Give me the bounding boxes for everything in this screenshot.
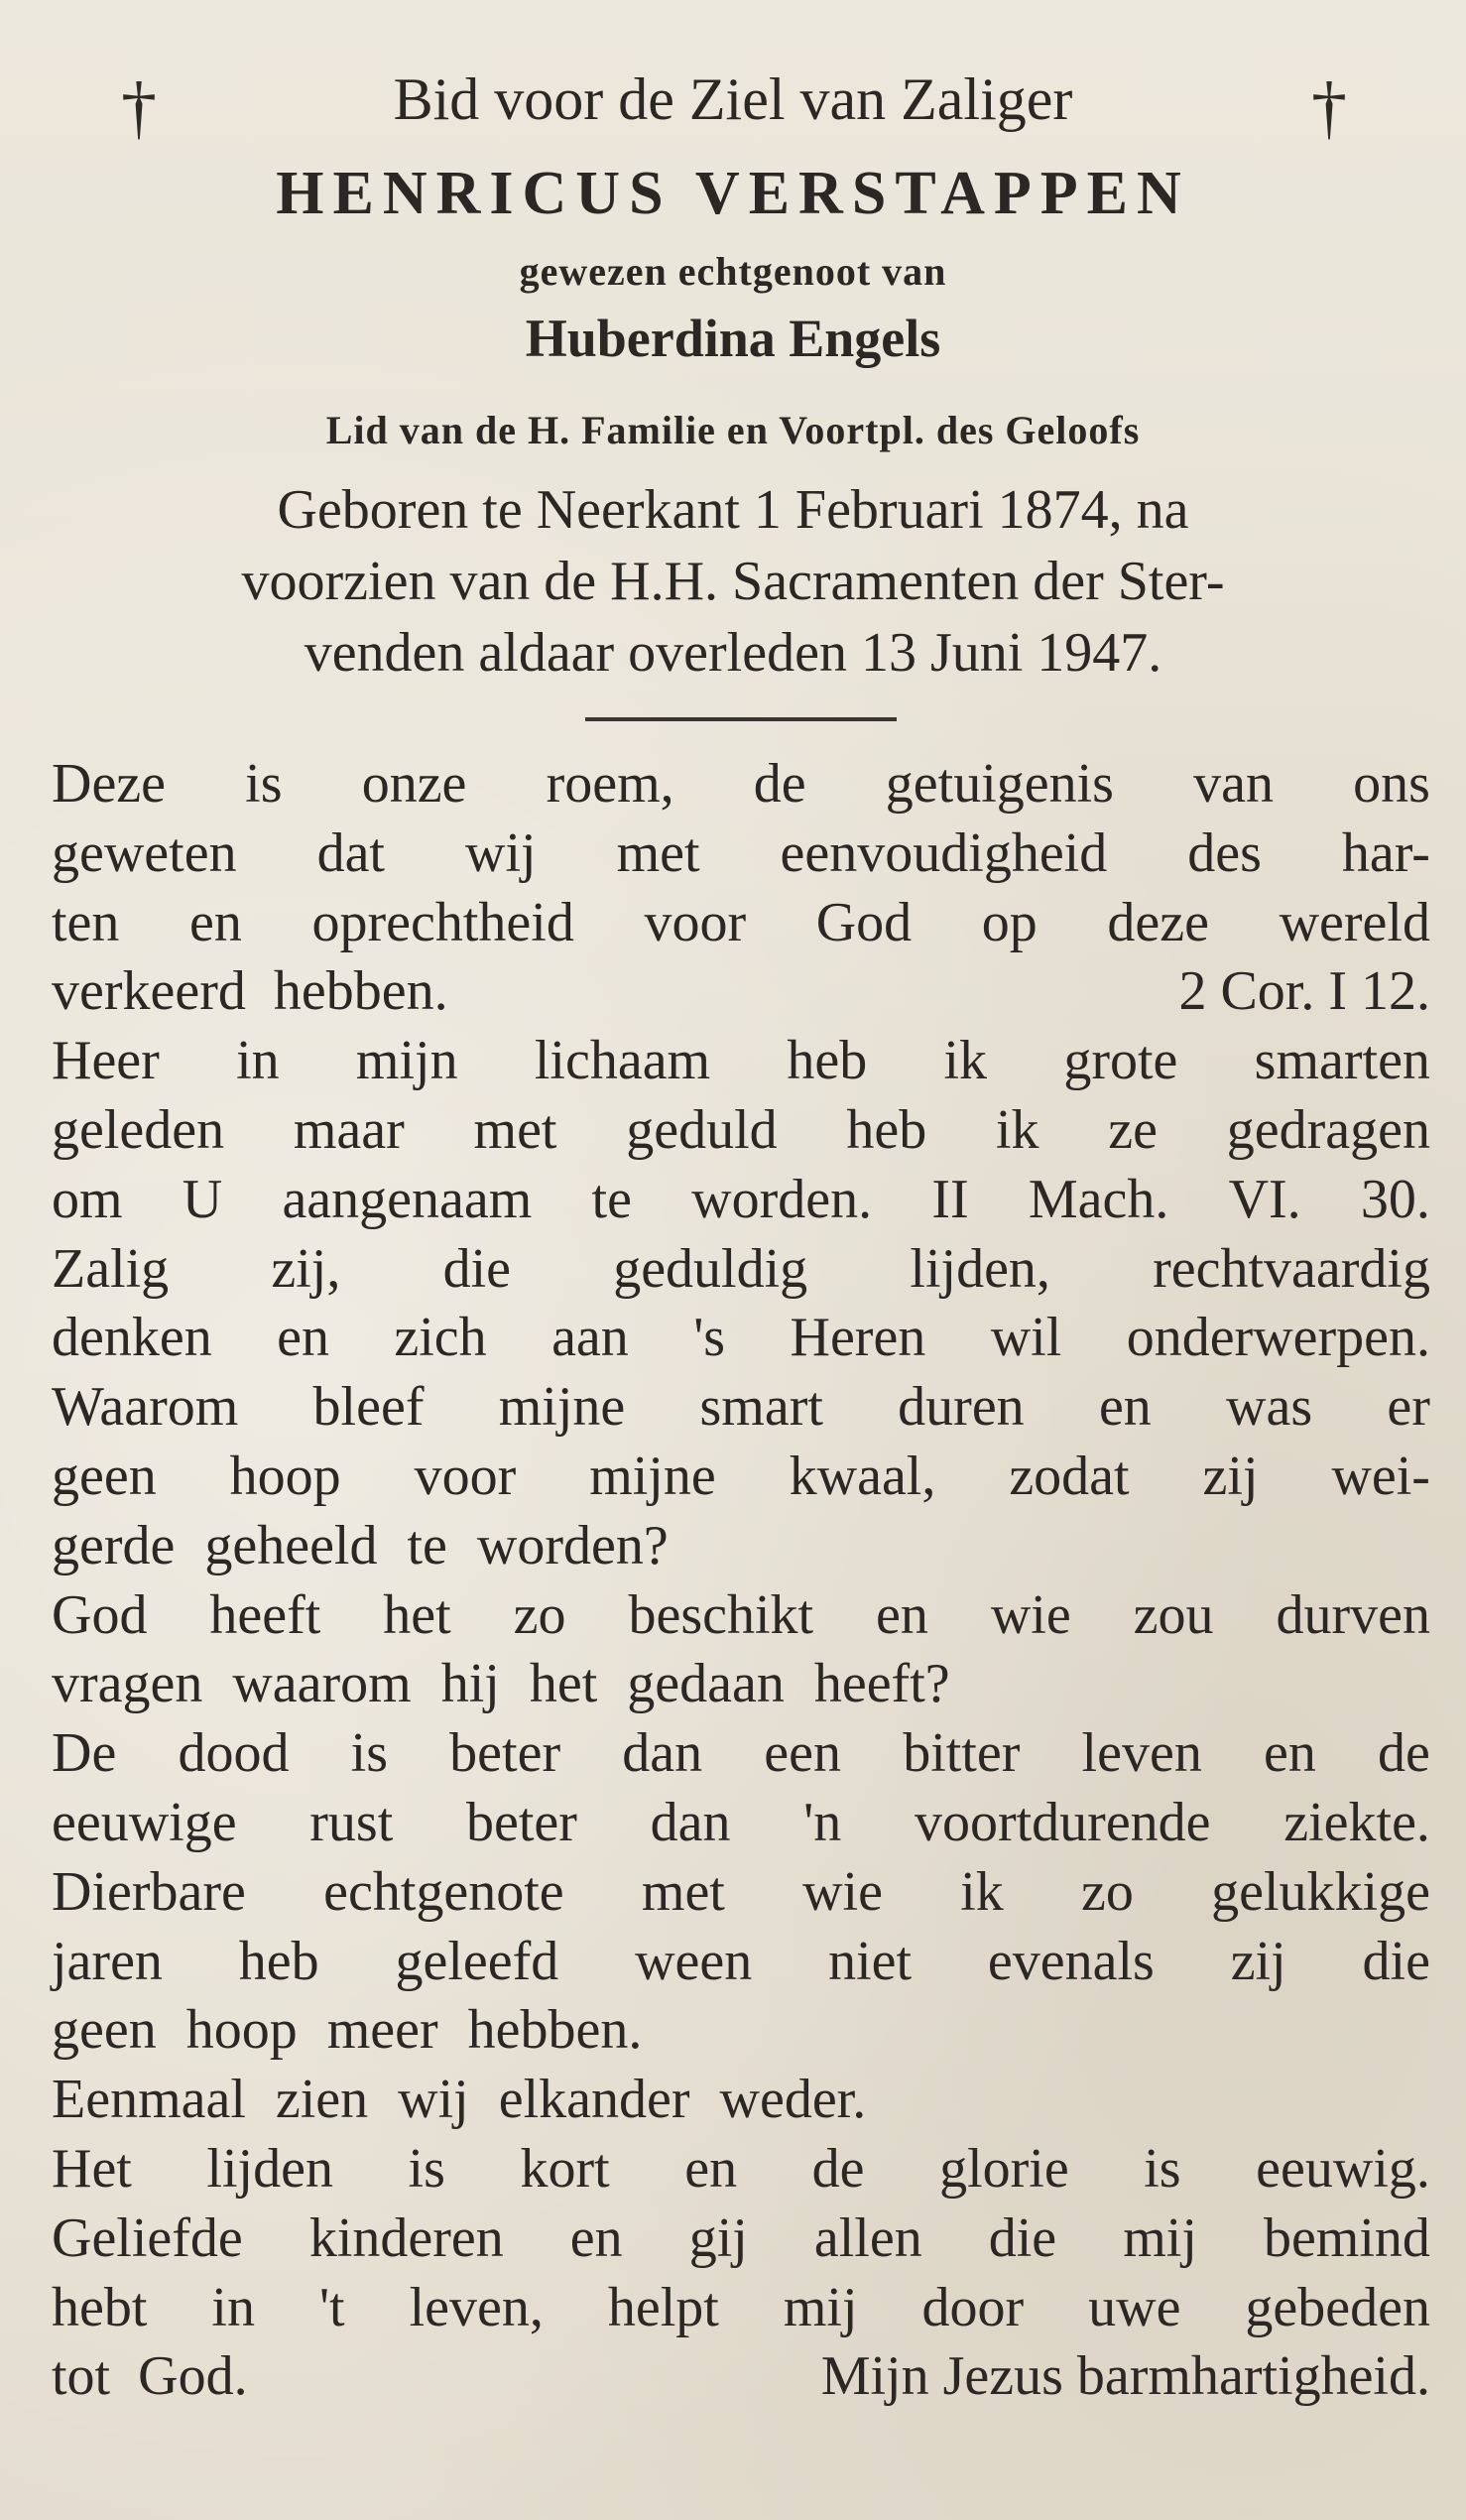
- text-line: [52, 1581, 1430, 1651]
- word: van: [1193, 753, 1274, 815]
- word: evenals: [987, 1930, 1155, 1992]
- word: Mach.: [1028, 1168, 1169, 1230]
- word: ons: [1353, 753, 1430, 815]
- word: Heren: [790, 1307, 926, 1369]
- word: en: [277, 1307, 329, 1369]
- text-line: [52, 1719, 1430, 1789]
- word: en: [189, 891, 242, 953]
- prayer-heading: Bid voor de Ziel van Zaliger: [393, 66, 1073, 132]
- word: wei-: [1331, 1445, 1430, 1507]
- word: Heer: [52, 1030, 160, 1092]
- word: dan: [622, 1722, 703, 1785]
- word: ik: [943, 1030, 988, 1092]
- word: is: [408, 2137, 445, 2200]
- word: geheeld: [204, 1514, 378, 1576]
- word: God.: [138, 2345, 248, 2408]
- word: worden.: [691, 1168, 873, 1230]
- word: leven: [1081, 1722, 1202, 1785]
- word: beschikt: [628, 1583, 814, 1646]
- word: was: [1226, 1376, 1313, 1439]
- word: voor: [644, 891, 747, 953]
- word: zij: [1202, 1445, 1259, 1507]
- spouse-name: Huberdina Engels: [525, 309, 941, 368]
- word: niet: [828, 1930, 913, 1992]
- text-line: [52, 889, 1430, 958]
- word: te: [591, 1168, 632, 1230]
- word: geen: [52, 1999, 157, 2062]
- word: wij: [398, 2069, 469, 2131]
- word: U: [182, 1168, 223, 1230]
- word: Eenmaal: [52, 2069, 246, 2131]
- word: wil: [990, 1307, 1062, 1369]
- word: wij: [465, 821, 537, 884]
- relation-text: gewezen echtgenoot van: [519, 249, 947, 294]
- word: heb: [787, 1030, 868, 1092]
- word: met: [473, 1098, 557, 1161]
- text-line: [52, 1096, 1430, 1166]
- deceased-name: HENRICUS VERSTAPPEN: [276, 160, 1190, 227]
- word: heeft?: [813, 1653, 950, 1715]
- word: hebt: [52, 2276, 148, 2338]
- word: tot: [52, 2345, 111, 2408]
- text-line: [52, 1512, 1430, 1581]
- word: weder.: [719, 2069, 867, 2131]
- word: zo: [1081, 1860, 1134, 1923]
- word: aan: [551, 1307, 629, 1369]
- word: het: [529, 1653, 598, 1715]
- word: zij: [1230, 1930, 1286, 1992]
- word: echtgenote: [323, 1860, 564, 1923]
- word: denken: [52, 1307, 212, 1369]
- word: deze: [1107, 891, 1209, 953]
- divider-line: [585, 717, 897, 721]
- word: ziekte.: [1283, 1791, 1430, 1853]
- text-line: [52, 1027, 1430, 1096]
- word: hebben.: [273, 960, 448, 1023]
- word: en: [876, 1583, 928, 1646]
- text-line: [52, 1650, 1430, 1719]
- word: die: [442, 1237, 511, 1300]
- word: hebben.: [467, 1999, 643, 2062]
- word: gedragen: [1226, 1098, 1430, 1161]
- word: bemind: [1263, 2206, 1430, 2269]
- word: 's: [693, 1307, 726, 1369]
- word: zodat: [1009, 1445, 1130, 1507]
- word: oprechtheid: [311, 891, 574, 953]
- word: de: [753, 753, 806, 815]
- word: gij: [688, 2206, 748, 2269]
- text-line: [52, 2205, 1430, 2274]
- word: heb: [238, 1930, 319, 1992]
- word: wereld: [1279, 891, 1430, 953]
- word: geduld: [626, 1098, 778, 1161]
- word: is: [350, 1722, 388, 1785]
- word: de: [811, 2137, 865, 2200]
- text-line: [52, 1443, 1430, 1512]
- text-line: [52, 2342, 1430, 2412]
- word: en: [1264, 1722, 1316, 1785]
- word: eeuwige: [52, 1791, 237, 1853]
- word: op: [981, 891, 1038, 953]
- word: helpt: [607, 2276, 719, 2338]
- word: in: [236, 1030, 280, 1092]
- word: II: [931, 1168, 969, 1230]
- word: hoop: [229, 1445, 341, 1507]
- text-line: [52, 1166, 1430, 1235]
- text-line: [52, 750, 1430, 819]
- word: aangenaam: [282, 1168, 533, 1230]
- word: maar: [293, 1098, 405, 1161]
- word: dat: [316, 821, 385, 884]
- word: Geliefde: [52, 2206, 243, 2269]
- word: Zalig: [52, 1237, 170, 1300]
- cross-left-icon: †: [121, 67, 157, 147]
- word: uwe: [1088, 2276, 1181, 2338]
- word: lijden: [206, 2137, 333, 2200]
- word: God: [815, 891, 913, 953]
- word: jaren: [52, 1930, 163, 1992]
- word: Deze: [52, 753, 167, 815]
- text-line: [52, 1858, 1430, 1928]
- word: mijne: [498, 1376, 626, 1439]
- word: die: [1362, 1930, 1430, 1992]
- word: die: [988, 2206, 1057, 2269]
- word: De: [52, 1722, 117, 1785]
- word: gebeden: [1245, 2276, 1430, 2338]
- word: mijn: [355, 1030, 458, 1092]
- word: onderwerpen.: [1126, 1307, 1430, 1369]
- word: rust: [309, 1791, 394, 1853]
- word: ween: [635, 1930, 753, 1992]
- word: roem,: [546, 753, 674, 815]
- word: in: [211, 2276, 255, 2338]
- word: voortdurende: [914, 1791, 1211, 1853]
- word: beter: [465, 1791, 577, 1853]
- word: en: [1098, 1376, 1152, 1439]
- word: mijne: [589, 1445, 716, 1507]
- word: zou: [1133, 1583, 1214, 1646]
- word: geduldig: [613, 1237, 808, 1300]
- word: mij: [783, 2276, 858, 2338]
- word: durven: [1276, 1583, 1430, 1646]
- text-line: [52, 1996, 1430, 2066]
- text-line: [52, 957, 1430, 1027]
- word: 30.: [1360, 1168, 1430, 1230]
- word: door: [921, 2276, 1025, 2338]
- word: dood: [178, 1722, 290, 1785]
- word: voor: [414, 1445, 517, 1507]
- word: vragen: [52, 1653, 203, 1715]
- word: allen: [813, 2206, 922, 2269]
- word: te: [407, 1514, 447, 1576]
- word: mij: [1123, 2206, 1197, 2269]
- text-line: [52, 1373, 1430, 1443]
- word: bleef: [312, 1376, 425, 1439]
- word: zich: [394, 1307, 487, 1369]
- word: zien: [275, 2069, 369, 2131]
- word: VI.: [1228, 1168, 1301, 1230]
- word: kwaal,: [789, 1445, 936, 1507]
- word: Het: [52, 2137, 132, 2200]
- birth-line: voorzien van de H.H. Sacramenten der Ster-: [241, 551, 1225, 612]
- word: kinderen: [308, 2206, 504, 2269]
- word: is: [245, 753, 283, 815]
- word: een: [764, 1722, 842, 1785]
- word: meer: [326, 1999, 438, 2062]
- word: getuigenis: [885, 753, 1114, 815]
- word: smart: [699, 1376, 823, 1439]
- word: er: [1387, 1376, 1430, 1439]
- word: is: [1144, 2137, 1181, 2200]
- text-line: [52, 819, 1430, 889]
- word: verkeerd: [52, 960, 246, 1023]
- word: rechtvaardig: [1153, 1237, 1430, 1300]
- word: 'n: [803, 1791, 842, 1853]
- word: duren: [898, 1376, 1025, 1439]
- word: zij,: [271, 1237, 341, 1300]
- word: met: [641, 1860, 725, 1923]
- text-line: [52, 1928, 1430, 1997]
- word: geen: [52, 1445, 157, 1507]
- word: met: [616, 821, 700, 884]
- word: hij: [440, 1653, 500, 1715]
- text-line: [52, 2274, 1430, 2343]
- word: des: [1187, 821, 1262, 884]
- word: geleefd: [395, 1930, 559, 1992]
- word: Waarom: [52, 1376, 239, 1439]
- word: eenvoudigheid: [780, 821, 1108, 884]
- word: beter: [449, 1722, 561, 1785]
- text-line: [52, 2135, 1430, 2205]
- word: geleden: [52, 1098, 225, 1161]
- text-line: [52, 1235, 1430, 1305]
- word: geweten: [52, 821, 237, 884]
- word: gerde: [52, 1514, 176, 1576]
- word: en: [569, 2206, 623, 2269]
- word: har-: [1341, 821, 1430, 884]
- word: het: [383, 1583, 451, 1646]
- word: heb: [846, 1098, 927, 1161]
- membership-text: Lid van de H. Familie en Voortpl. des Geloofs: [325, 408, 1141, 452]
- word: gelukkige: [1211, 1860, 1430, 1923]
- birth-line: Geboren te Neerkant 1 Februari 1874, na: [277, 479, 1189, 541]
- memorial-text: [52, 750, 1430, 2412]
- word: ik: [960, 1860, 1004, 1923]
- reference-text: 2 Cor. I 12.: [1178, 960, 1430, 1023]
- word: onze: [361, 753, 467, 815]
- word: ik: [995, 1098, 1039, 1161]
- word: worden?: [476, 1514, 669, 1576]
- word: bitter: [903, 1722, 1021, 1785]
- word: de: [1378, 1722, 1430, 1785]
- word: waarom: [232, 1653, 412, 1715]
- word: ten: [52, 891, 120, 953]
- word: gedaan: [627, 1653, 785, 1715]
- text-line: [52, 2066, 1430, 2135]
- word: grote: [1063, 1030, 1178, 1092]
- word: smarten: [1254, 1030, 1430, 1092]
- word: elkander: [498, 2069, 690, 2131]
- word: heeft: [209, 1583, 321, 1646]
- word: eeuwig.: [1256, 2137, 1430, 2200]
- word: wie: [990, 1583, 1071, 1646]
- word: God: [52, 1583, 148, 1646]
- word: dan: [650, 1791, 731, 1853]
- word: leven,: [409, 2276, 544, 2338]
- text-line: [52, 1789, 1430, 1858]
- word: hoop: [185, 1999, 298, 2062]
- reference-text: Mijn Jezus barmhartigheid.: [820, 2345, 1430, 2408]
- word: wie: [802, 1860, 883, 1923]
- word: 't: [318, 2276, 345, 2338]
- word: lijden,: [910, 1237, 1050, 1300]
- cross-right-icon: †: [1311, 67, 1347, 147]
- word: kort: [520, 2137, 610, 2200]
- word: ze: [1108, 1098, 1158, 1161]
- word: Dierbare: [52, 1860, 246, 1923]
- birth-death-text: [55, 474, 1411, 689]
- word: lichaam: [534, 1030, 711, 1092]
- word: glorie: [939, 2137, 1069, 2200]
- word: om: [52, 1168, 123, 1230]
- text-line: [52, 1304, 1430, 1373]
- word: zo: [513, 1583, 566, 1646]
- birth-line: venden aldaar overleden 13 Juni 1947.: [304, 622, 1162, 684]
- word: en: [684, 2137, 738, 2200]
